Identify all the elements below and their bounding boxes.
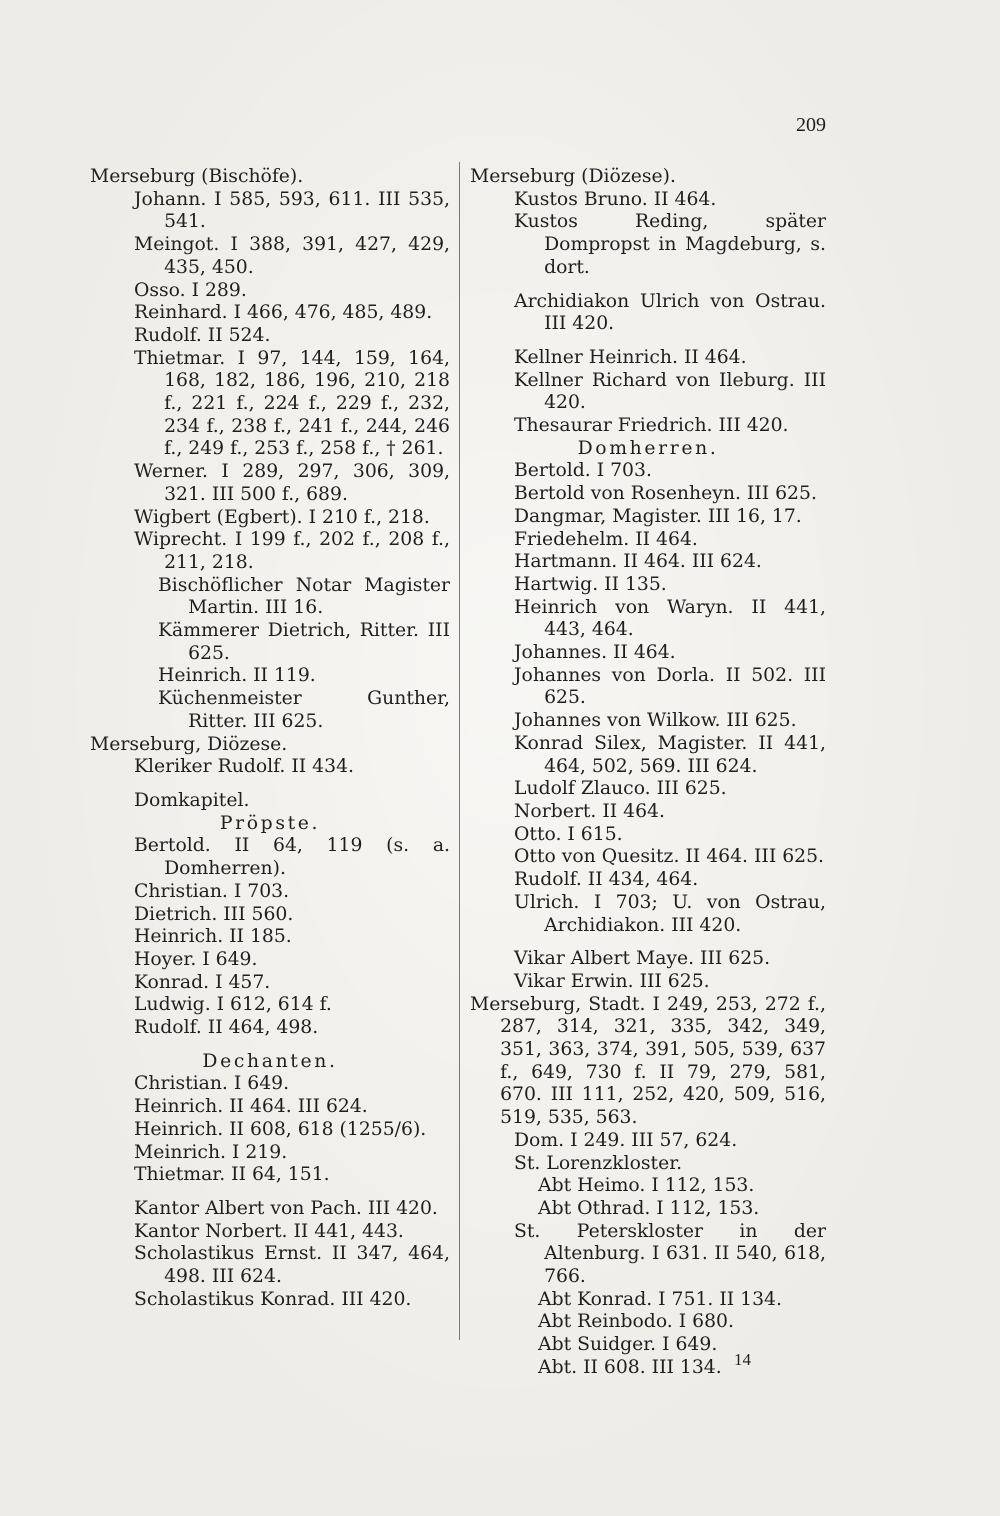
index-entry: Ludolf Zlauco. III 625. [514, 778, 727, 800]
index-entry: Konrad Silex, Magister. II 441, 464, 502, 569. III 624. [514, 732, 826, 777]
index-entry: Abt Othrad. I 112, 153. [538, 1197, 760, 1219]
page-number: 209 [796, 114, 826, 136]
index-entry: Vikar Albert Maye. III 625. [514, 948, 771, 970]
index-entry: Reinhard. I 466, 476, 485, 489. [134, 302, 433, 324]
index-entry: Abt Konrad. I 751. II 134. [538, 1288, 782, 1310]
index-column-right [470, 166, 826, 1380]
index-entry: Domkapitel. [134, 789, 250, 811]
index-entry: Abt. II 608. III 134. [538, 1356, 722, 1378]
index-entry: Heinrich. II 119. [158, 665, 316, 687]
index-entry: Wigbert (Egbert). I 210 f., 218. [134, 506, 430, 528]
index-entry: Rudolf. II 434, 464. [514, 869, 699, 891]
index-entry: Bertold. II 64, 119 (s. a. Domherren). [134, 835, 450, 880]
index-entry: Rudolf. II 524. [134, 324, 271, 346]
index-entry: Kellner Heinrich. II 464. [514, 346, 747, 368]
index-entry: Ulrich. I 703; U. von Ostrau, Archidiakon. III 420. [514, 891, 826, 936]
index-entry: Heinrich. II 185. [134, 926, 292, 948]
index-entry: Otto. I 615. [514, 823, 623, 845]
index-entry: Thietmar. I 97, 144, 159, 164, 168, 182, 186, 196, 210, 218 f., 221 f., 224 f., 229 f., 232, 234 f., 238 f., 241 f., 244, 246 f., 249 f., 253 f., 258 f., † 261. [134, 347, 450, 460]
index-entry: St. Lorenzkloster. [514, 1152, 683, 1174]
index-entry: Dom. I 249. III 57, 624. [514, 1129, 738, 1151]
index-entry: Hartmann. II 464. III 624. [514, 551, 762, 573]
index-entry: Christian. I 649. [134, 1073, 290, 1095]
index-entry: Scholastikus Ernst. II 347, 464, 498. III 624. [134, 1243, 450, 1288]
index-entry: Osso. I 289. [134, 279, 247, 301]
index-entry: Johannes. II 464. [514, 642, 676, 664]
index-column-left [90, 166, 450, 1311]
index-entry: Merseburg, Stadt. I 249, 253, 272 f., 287, 314, 321, 335, 342, 349, 351, 363, 374, 391, 505, 539, 637 f., 649, 730 f. II 79, 279, 581, 670. III 111, 252, 420, 509, 516, 519, 535, 563. [470, 993, 826, 1129]
index-entry: Archidiakon Ulrich von Ostrau. III 420. [514, 290, 826, 335]
index-entry: Abt Suidger. I 649. [538, 1334, 718, 1356]
index-entry: Küchenmeister Gunther, Ritter. III 625. [158, 688, 450, 732]
index-entry: Kantor Albert von Pach. III 420. [134, 1197, 438, 1219]
index-entry: Abt Reinbodo. I 680. [538, 1311, 734, 1333]
index-entry: Hartwig. II 135. [514, 573, 667, 595]
index-entry: Otto von Quesitz. II 464. III 625. [514, 846, 825, 868]
index-entry: Norbert. II 464. [514, 800, 665, 822]
index-entry: Meinrich. I 219. [134, 1141, 288, 1163]
index-entry: Kleriker Rudolf. II 434. [134, 756, 355, 778]
index-entry: Hoyer. I 649. [134, 948, 258, 970]
index-entry: Merseburg, Diözese. [90, 733, 288, 755]
index-entry: Ludwig. I 612, 614 f. [134, 994, 332, 1016]
index-entry: Dietrich. III 560. [134, 903, 294, 925]
index-entry: Kantor Norbert. II 441, 443. [134, 1220, 404, 1242]
index-entry: Merseburg (Bischöfe). [90, 166, 304, 187]
index-entry: Thietmar. II 64, 151. [134, 1164, 330, 1186]
index-entry: Heinrich. II 608, 618 (1255/6). [134, 1118, 427, 1140]
index-entry: Dangmar, Magister. III 16, 17. [514, 505, 802, 527]
column-divider [459, 162, 460, 1340]
index-entry: Scholastikus Konrad. III 420. [134, 1288, 412, 1310]
index-entry: Heinrich. II 464. III 624. [134, 1096, 368, 1118]
section-heading: Domherren. [577, 437, 719, 459]
index-entry: Rudolf. II 464, 498. [134, 1017, 319, 1039]
index-entry: Kämmerer Dietrich, Ritter. III 625. [158, 620, 450, 664]
index-entry: Meingot. I 388, 391, 427, 429, 435, 450. [134, 234, 450, 278]
index-entry: Werner. I 289, 297, 306, 309, 321. III 500 f., 689. [134, 461, 450, 505]
section-heading: Pröpste. [219, 812, 321, 834]
index-entry: Vikar Erwin. III 625. [514, 970, 710, 992]
index-entry: Abt Heimo. I 112, 153. [538, 1175, 755, 1197]
index-entry: Kustos Reding, später Dompropst in Magdeburg, s. dort. [514, 211, 826, 278]
index-entry: Christian. I 703. [134, 880, 290, 902]
index-entry: Bertold. I 703. [514, 460, 652, 482]
index-entry: Friedehelm. II 464. [514, 528, 698, 550]
section-heading: Dechanten. [202, 1050, 338, 1072]
index-entry: Heinrich von Waryn. II 441, 443, 464. [514, 596, 826, 641]
index-entry: Bischöflicher Notar Magister Martin. III 16. [158, 574, 450, 619]
index-entry: Johannes von Dorla. II 502. III 625. [514, 664, 826, 709]
index-entry: Konrad. I 457. [134, 971, 271, 993]
index-entry: Kellner Richard von Ileburg. III 420. [514, 369, 826, 414]
index-entry: Johannes von Wilkow. III 625. [514, 710, 797, 732]
index-entry: Kustos Bruno. II 464. [514, 188, 717, 210]
index-entry: Wiprecht. I 199 f., 202 f., 208 f., 211, 218. [134, 529, 450, 573]
index-entry: Johann. I 585, 593, 611. III 535, 541. [134, 188, 450, 233]
index-entry: Merseburg (Diözese). [470, 166, 676, 187]
index-entry: Thesaurar Friedrich. III 420. [514, 415, 789, 437]
index-entry: St. Peterskloster in der Altenburg. I 631. II 540, 618, 766. [514, 1220, 826, 1288]
signature-mark: 14 [734, 1350, 751, 1369]
index-entry: Bertold von Rosenheyn. III 625. [514, 483, 817, 505]
